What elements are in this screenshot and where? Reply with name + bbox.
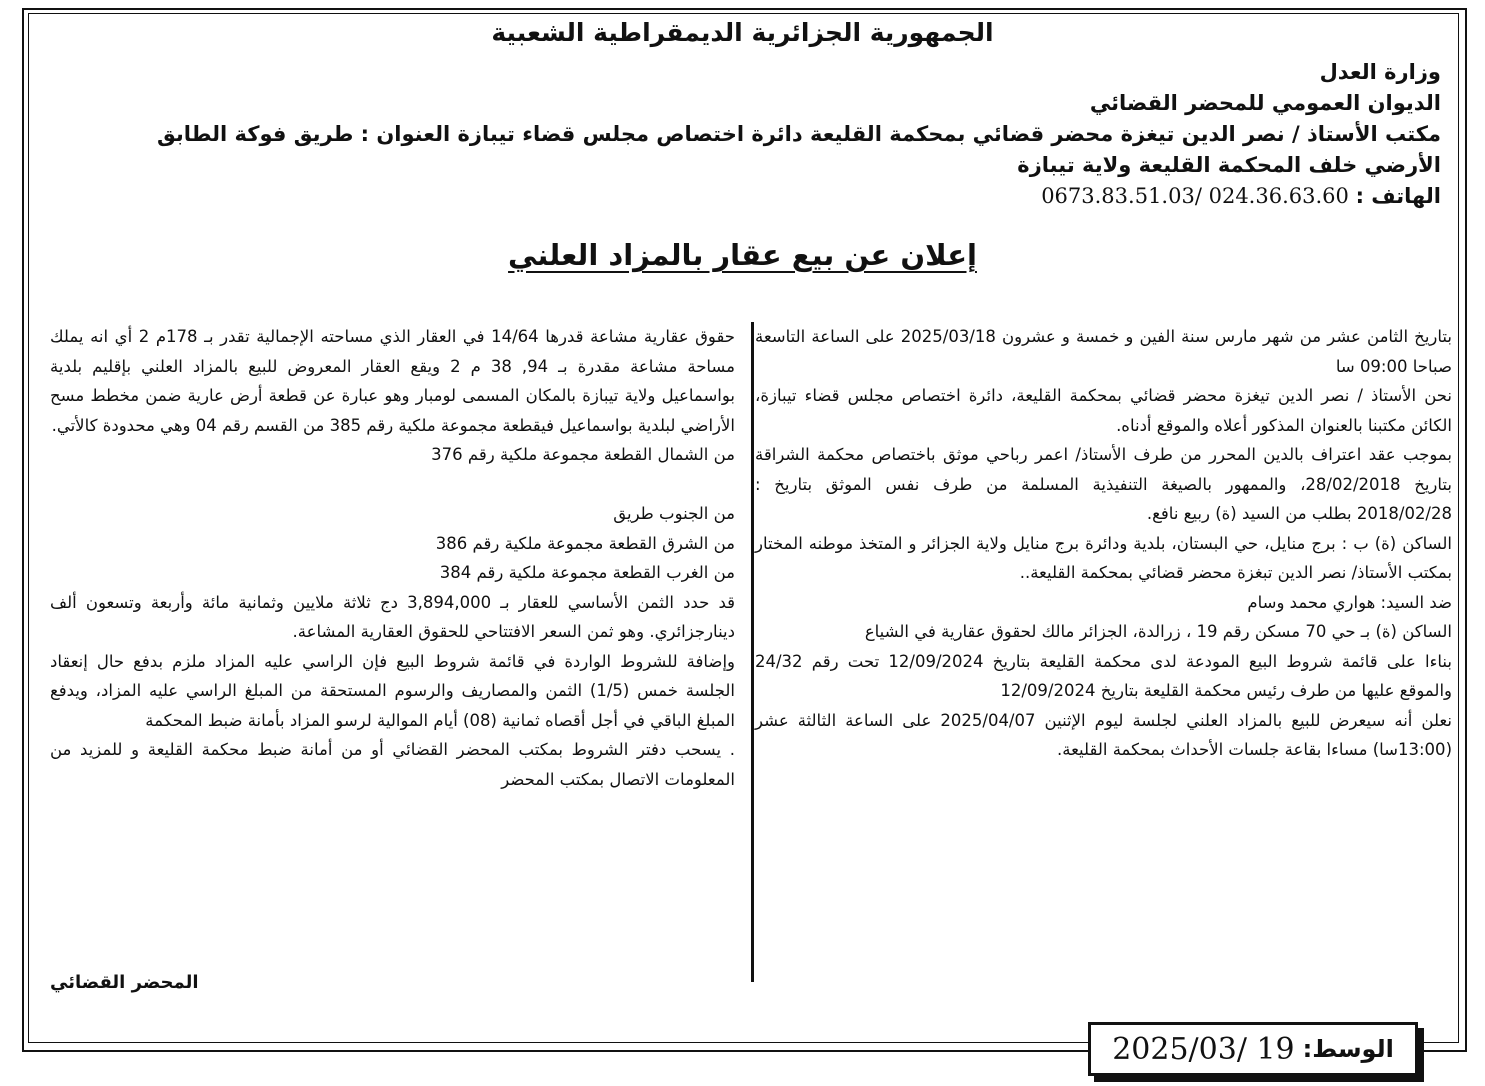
paragraph-deed: بموجب عقد اعتراف بالدين المحرر من طرف الأستاذ/ اعمر رباحي موثق باختصاص محكمة الشراقة بتاريخ 28/02/2018، والممهور بالصيغة التنفيذية المسلمة من طرف نفس الموثق بتاريخ : 2018/02/28 بطلب من السيد (ة) ربيع نافع. <box>755 445 1453 523</box>
document-header <box>40 18 1445 212</box>
publication-box <box>1088 1022 1418 1076</box>
right-column <box>755 322 1452 765</box>
ministry-name: وزارة العدل <box>1319 60 1441 84</box>
blank-line <box>50 470 735 500</box>
announcement-heading <box>0 238 1485 272</box>
paragraph-property: حقوق عقارية مشاعة قدرها 14/64 في العقار الذي مساحته الإجمالية تقدر بـ 178م 2 أي انه يملك مساحة مشاعة مقدرة بـ 94, 38 م 2 ويقع العقار المعروض للبيع بالمزاد العلني بإقليم بلدية بواسماعيل ولاية تيبازة بالمكان المسمى لومبار وهو عبارة عن قطعة أرض عارية ضمن مخطط مسح الأراضي لبلدية بواسماعيل فيقطعة مجموعة ملكية رقم 385 من القسم رقم 04 وهي محدودة كالأتي. <box>50 327 735 435</box>
paragraph-date: بتاريخ الثامن عشر من شهر مارس سنة الفين و خمسة و عشرون 2025/03/18 على الساعة التاسعة صباحا 09:00 سا <box>755 327 1452 376</box>
paragraph-debtor: ضد السيد: هواري محمد وسام <box>1247 592 1452 612</box>
paragraph-payment-conditions: وإضافة للشروط الواردة في قائمة شروط البيع فإن الراسي عليه المزاد ملزم بدفع حال إنعقاد الجلسة خمس (1/5) الثمن والمصاريف والرسوم المستحقة من المبلغ الراسي عليه المزاد، ويدفع المبلغ الباقي في أجل أقصاه ثمانية (08) أيام الموالية لرسو المزاد بأمانة ضبط المحكمة <box>50 651 735 730</box>
paragraph-debtor-address: الساكن (ة) بـ حي 70 مسكن رقم 19 ، زرالدة، الجزائر مالك لحقوق عقارية في الشياع <box>864 622 1452 641</box>
paragraph-withdraw-conditions: . يسحب دفتر الشروط بمكتب المحضر القضائي أو من أمانة ضبط محكمة القليعة و للمزيد من المعلومات الاتصال بمكتب المحضر <box>50 740 735 789</box>
column-divider <box>751 322 754 982</box>
paragraph-conditions-list: بناءا على قائمة شروط البيع المودعة لدى محكمة القليعة بتاريخ 12/09/2024 تحت رقم 24/32 والموقع عليها من طرف رئيس محكمة القليعة بتاريخ 12/09/2024 <box>755 651 1452 700</box>
announcement-title: إعلان عن بيع عقار بالمزاد العلني <box>508 238 977 272</box>
paragraph-bailiff: نحن الأستاذ / نصر الدين تيغزة محضر قضائي بمحكمة القليعة، دائرة اختصاص مجلس قضاء تيبازة، الكائن مكتبنا بالعنوان المذكور أعلاه والموقع أدناه. <box>755 386 1452 435</box>
publication-date: 2025/03/ 19 <box>1112 1031 1295 1067</box>
publication-label: الوسط: <box>1302 1035 1394 1063</box>
office-address-line-1: مكتب الأستاذ / نصر الدين تيغزة محضر قضائي بمحكمة القليعة دائرة اختصاص مجلس قضاء تيبازة العنوان : طريق فوكة الطابق <box>156 122 1441 146</box>
boundary-south: من الجنوب طريق <box>613 504 735 523</box>
paragraph-creditor-address: الساكن (ة) ب : برج منايل، حي البستان، بلدية ودائرة برج منايل ولاية الجزائر و المتخذ موطنه المختار بمكتب الأستاذ/ نصر الدين تبغزة محضر قضائي بمحكمة القليعة.. <box>755 533 1452 582</box>
office-address-line-2: الأرضي خلف المحكمة القليعة ولاية تيبازة <box>1017 153 1441 177</box>
paragraph-auction-date: نعلن أنه سيعرض للبيع بالمزاد العلني لجلسة ليوم الإثنين 2025/04/07 على الساعة الثالثة عشر (13:00سا) مساءا بقاعة جلسات الأحداث بمحكمة القليعة. <box>755 710 1452 759</box>
paragraph-price: قد حدد الثمن الأساسي للعقار بـ 3,894,000 دج ثلاثة ملايين وثمانية مائة وأربعة وتسعون ألف دينارجزائري. وهو ثمن السعر الافتتاحي للحقوق العقارية المشاعة. <box>50 592 735 641</box>
boundary-west: من الغرب القطعة مجموعة ملكية رقم 384 <box>439 563 735 582</box>
phone-numbers: 024.36.63.60 /0673.83.51.03 <box>1041 184 1349 208</box>
republic-title: الجمهورية الجزائرية الديمقراطية الشعبية <box>491 18 994 47</box>
signature: المحضر القضائي <box>50 972 199 993</box>
boundary-east: من الشرق القطعة مجموعة ملكية رقم 386 <box>435 533 735 553</box>
left-column <box>50 322 735 794</box>
office-general-name: الديوان العمومي للمحضر القضائي <box>1089 91 1441 115</box>
phone-label: الهاتف : <box>1355 184 1441 208</box>
boundary-north: من الشمال القطعة مجموعة ملكية رقم 376 <box>431 445 735 464</box>
phone-row <box>40 181 1445 212</box>
